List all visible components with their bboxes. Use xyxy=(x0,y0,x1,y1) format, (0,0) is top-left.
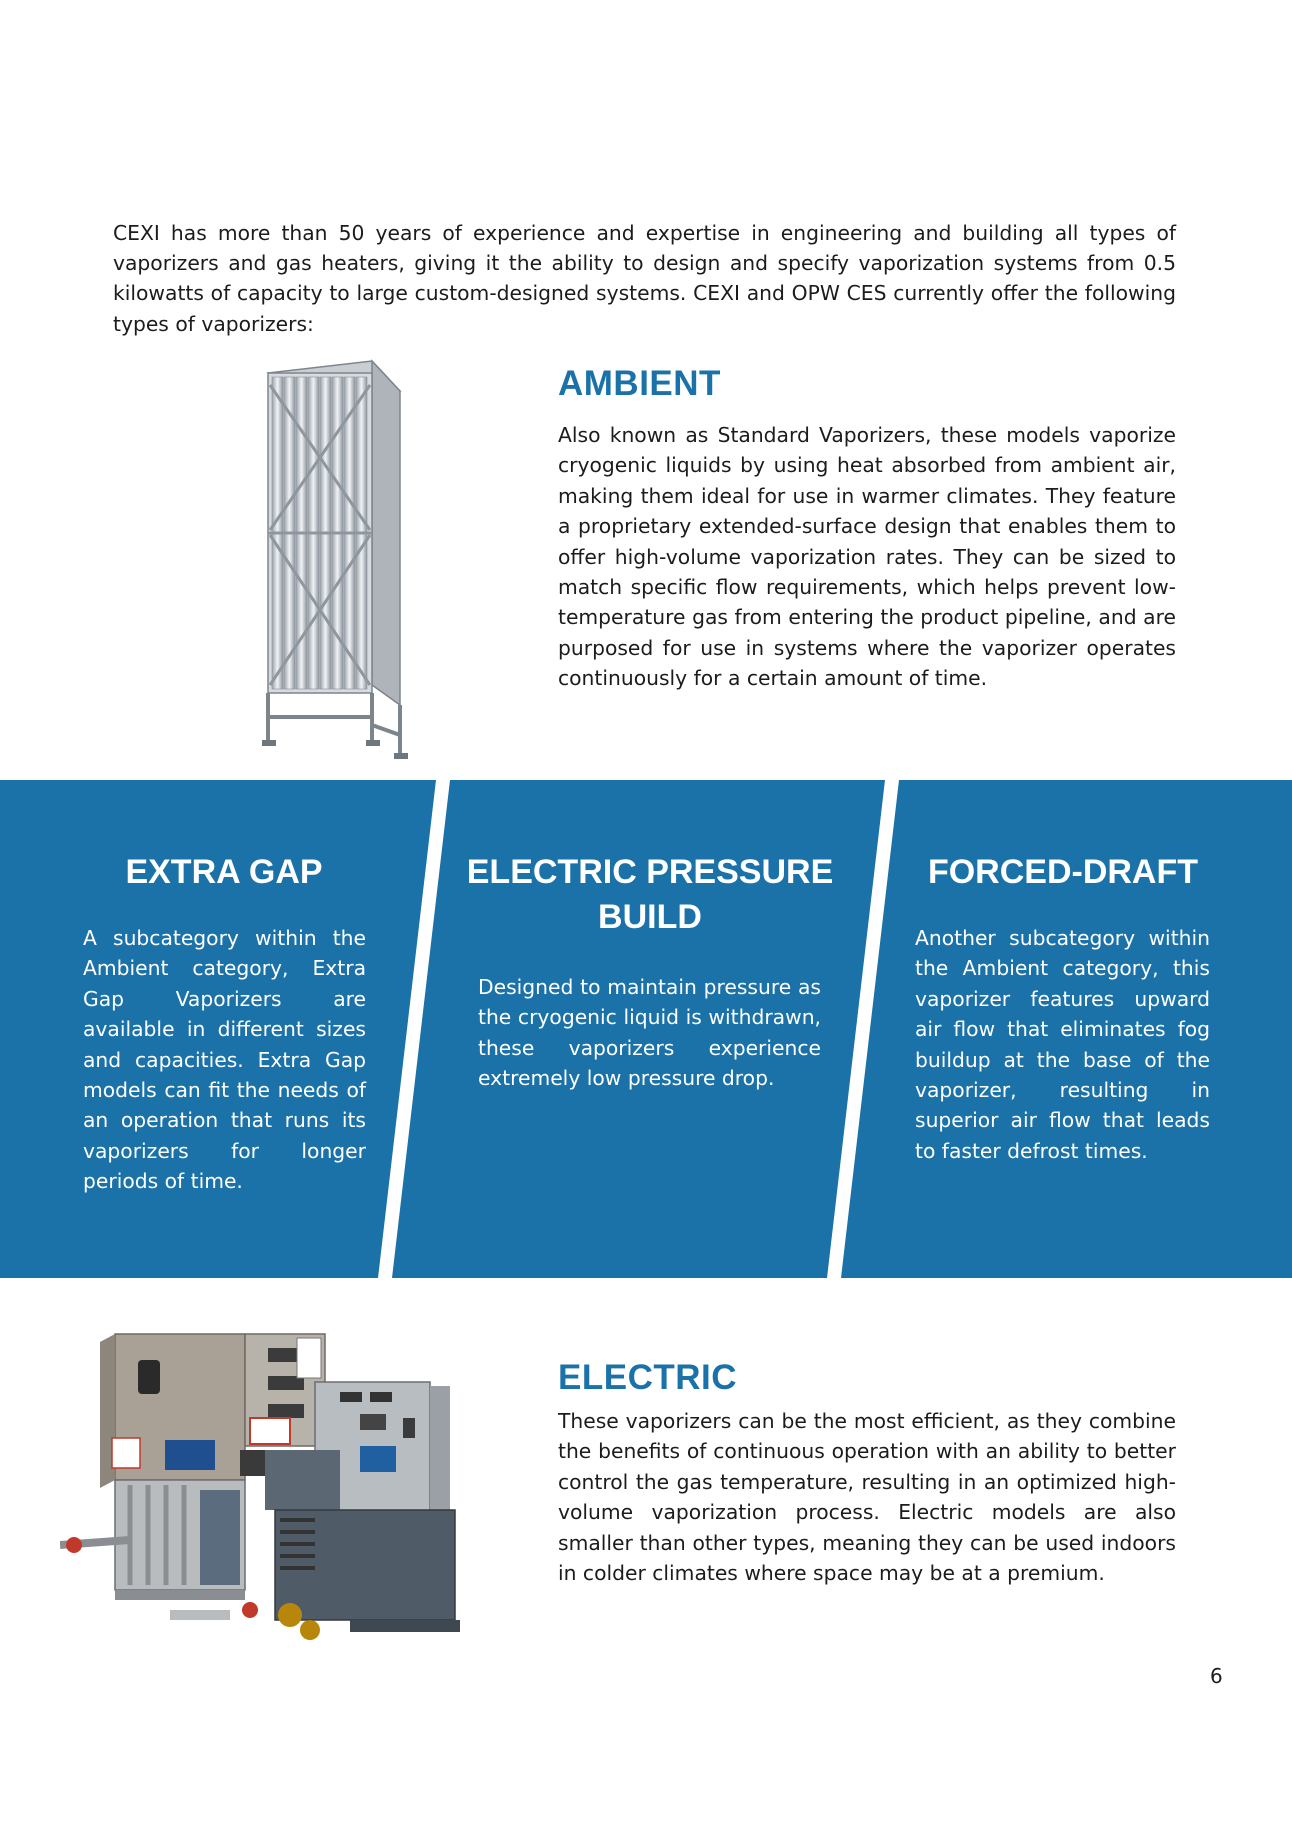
forced-draft-heading: FORCED-DRAFT xyxy=(927,853,1199,891)
electric-heading: ELECTRIC xyxy=(558,1358,737,1397)
extra-gap-description: A subcategory within the Ambient category, Extra Gap Vaporizers are available in different sizes and capacities. Extra Gap models can fit the needs of an operation that runs its vaporizers for longer periods of time. xyxy=(83,926,366,1194)
page-number: 6 xyxy=(1210,1664,1223,1688)
electric-description: These vaporizers can be the most efficient, as they combine the benefits of continuous operation with an ability to better control the gas temperature, resulting in an optimized high-volume vaporization process. Electric models are also smaller than other types, meaning they can be used indoors in colder climates where space may be at a premium. xyxy=(558,1409,1176,1586)
extra-gap-heading: EXTRA GAP xyxy=(125,853,323,891)
intro-paragraph: CEXI has more than 50 years of experience and expertise in engineering and building all types of vaporizers and gas heaters, giving it the ability to design and specify vaporization systems from 0.5 kilowatts of capacity to large custom-designed systems. CEXI and OPW CES currently offer the following types of vaporizers: xyxy=(113,221,1176,336)
electric-vaporizer-image xyxy=(60,1330,470,1660)
electric-pressure-build-description: Designed to maintain pressure as the cryogenic liquid is withdrawn, these vaporizers experience extremely low pressure drop. xyxy=(478,975,821,1091)
ambient-description: Also known as Standard Vaporizers, these models vaporize cryogenic liquids by using heat absorbed from ambient air, making them ideal for use in warmer climates. They feature a proprietary extended-surface design that enables them to offer high-volume vaporization rates. They can be sized to match specific flow requirements, which helps prevent low-temperature gas from entering the product pipeline, and are purposed for use in systems where the vaporizer operates continuously for a certain amount of time. xyxy=(558,423,1176,691)
ambient-vaporizer-image xyxy=(250,355,410,765)
forced-draft-description: Another subcategory within the Ambient category, this vaporizer features upward air flow that eliminates fog buildup at the base of the vaporizer, resulting in superior air flow that leads to faster defrost times. xyxy=(915,926,1210,1163)
electric-pressure-build-heading: ELECTRIC PRESSURE BUILD xyxy=(466,853,834,936)
ambient-heading: AMBIENT xyxy=(558,364,721,403)
